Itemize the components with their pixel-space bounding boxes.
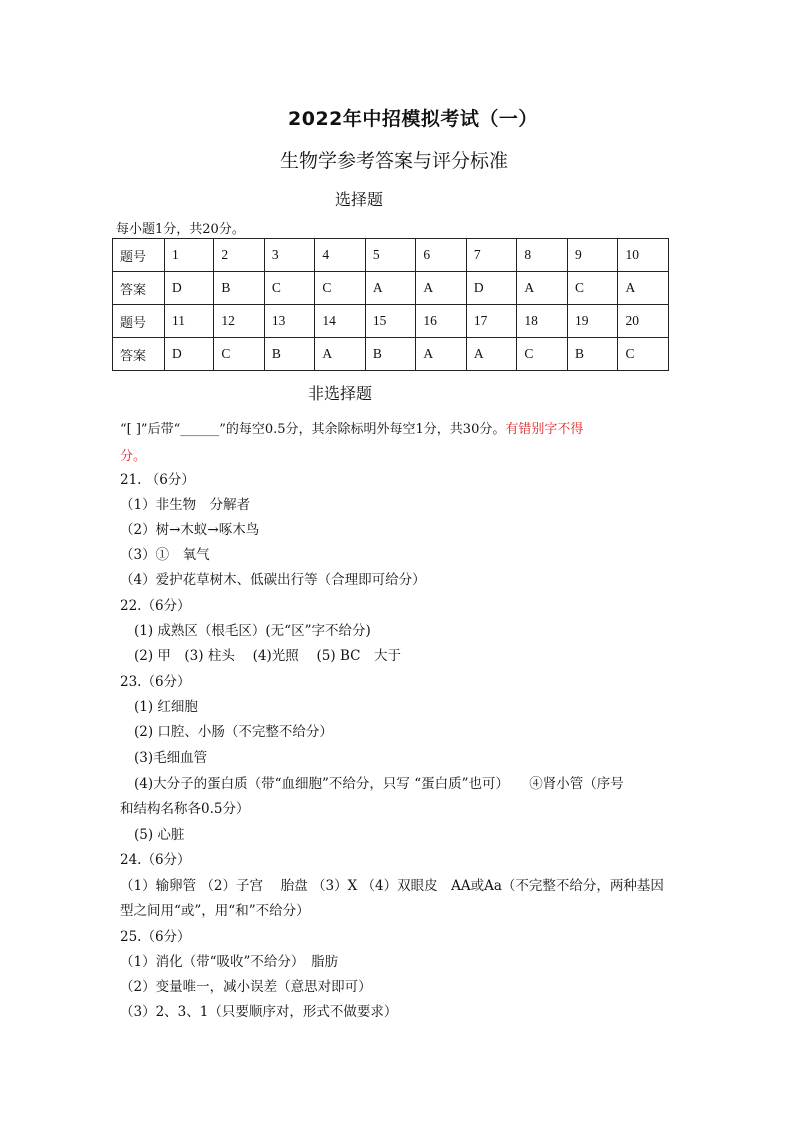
table-cell: A — [517, 272, 568, 305]
table-cell: 12 — [214, 305, 265, 338]
nonchoice-section-heading: 非选择题 — [308, 384, 373, 403]
table-cell: B — [264, 338, 315, 371]
table-cell: C — [315, 272, 366, 305]
q22-answer-2: (2) 甲 (3) 柱头 (4)光照 (5) BC 大于 — [134, 648, 401, 664]
q23-heading: 23.（6分） — [120, 674, 191, 690]
table-cell: A — [466, 338, 517, 371]
choice-score-note: 每小题1分，共20分。 — [116, 222, 245, 237]
q24-answer-1: （1）输卵管 （2）子宫 胎盘 （3）X （4）双眼皮 AA或Aa（不完整不给分，两种基因 — [120, 878, 664, 894]
table-cell: C — [517, 338, 568, 371]
choice-answer-table — [112, 238, 669, 371]
q24-answer-1-cont: 型之间用“或”，用“和”不给分） — [120, 903, 310, 919]
answer-key-subtitle: 生物学参考答案与评分标准 — [280, 150, 509, 172]
q21-answer-2: （2）树→木蚁→啄木鸟 — [120, 522, 260, 538]
table-cell: 6 — [416, 239, 467, 272]
table-row — [113, 239, 669, 272]
table-cell: D — [165, 338, 214, 371]
table-cell: 11 — [165, 305, 214, 338]
typo-rule-text-cont: 分。 — [120, 449, 147, 464]
table-cell: 14 — [315, 305, 366, 338]
table-cell: D — [165, 272, 214, 305]
table-cell: 16 — [416, 305, 467, 338]
exam-title: 2022年中招模拟考试（一） — [288, 108, 538, 130]
row-label: 题号 — [113, 305, 165, 338]
table-cell: B — [365, 338, 416, 371]
table-cell: 17 — [466, 305, 517, 338]
q23-answer-3: (3)毛细血管 — [134, 750, 208, 766]
q23-answer-2: (2) 口腔、小肠（不完整不给分） — [134, 724, 333, 740]
row-label: 答案 — [113, 338, 165, 371]
table-cell: 4 — [315, 239, 366, 272]
q22-heading: 22.（6分） — [120, 598, 191, 614]
q25-answer-2: （2）变量唯一，减小误差（意思对即可） — [120, 979, 372, 995]
table-cell: A — [315, 338, 366, 371]
q25-answer-3: （3）2、3、1（只要顺序对，形式不做要求） — [120, 1004, 398, 1020]
table-cell: B — [567, 338, 618, 371]
table-cell: A — [416, 272, 467, 305]
table-cell: 9 — [567, 239, 618, 272]
table-cell: 8 — [517, 239, 568, 272]
q23-answer-5: (5) 心脏 — [134, 827, 185, 843]
table-cell: 15 — [365, 305, 416, 338]
score-rule-text: “[ ]”后带“______”的每空0.5分，其余除标明外每空1分，共30分。 — [120, 422, 506, 437]
table-cell: 19 — [567, 305, 618, 338]
table-cell: C — [618, 338, 669, 371]
table-cell: C — [214, 338, 265, 371]
q21-heading: 21. （6分） — [120, 472, 195, 488]
table-cell: A — [365, 272, 416, 305]
table-cell: 20 — [618, 305, 669, 338]
table-cell: C — [264, 272, 315, 305]
q21-answer-1: （1）非生物 分解者 — [120, 497, 251, 513]
table-cell: 3 — [264, 239, 315, 272]
q23-answer-4-cont: 和结构名称各0.5分） — [120, 801, 250, 817]
table-cell: A — [618, 272, 669, 305]
table-cell: C — [567, 272, 618, 305]
table-cell: D — [466, 272, 517, 305]
table-cell: 5 — [365, 239, 416, 272]
table-cell: B — [214, 272, 265, 305]
row-label: 题号 — [113, 239, 165, 272]
typo-rule-text: 有错别字不得 — [505, 422, 584, 437]
table-row — [113, 338, 669, 371]
choice-section-heading: 选择题 — [335, 190, 384, 209]
nonchoice-score-note — [120, 418, 583, 437]
q22-answer-1: (1) 成熟区（根毛区）(无“区”字不给分) — [134, 623, 371, 639]
q21-answer-3: （3）① 氧气 — [120, 547, 210, 563]
table-cell: 13 — [264, 305, 315, 338]
q23-answer-1: (1) 红细胞 — [134, 699, 198, 715]
q24-heading: 24.（6分） — [120, 852, 191, 868]
table-row — [113, 272, 669, 305]
q21-answer-4: （4）爱护花草树木、低碳出行等（合理即可给分） — [120, 572, 426, 588]
table-cell: 2 — [214, 239, 265, 272]
row-label: 答案 — [113, 272, 165, 305]
table-cell: A — [416, 338, 467, 371]
table-cell: 1 — [165, 239, 214, 272]
q23-answer-4: (4)大分子的蛋白质（带“血细胞”不给分，只写 “蛋白质”也可） ④肾小管（序号 — [134, 776, 624, 792]
table-cell: 10 — [618, 239, 669, 272]
q25-answer-1: （1）消化（带“吸收”不给分） 脂肪 — [120, 954, 339, 970]
q25-heading: 25.（6分） — [120, 929, 191, 945]
table-row — [113, 305, 669, 338]
table-cell: 7 — [466, 239, 517, 272]
table-cell: 18 — [517, 305, 568, 338]
